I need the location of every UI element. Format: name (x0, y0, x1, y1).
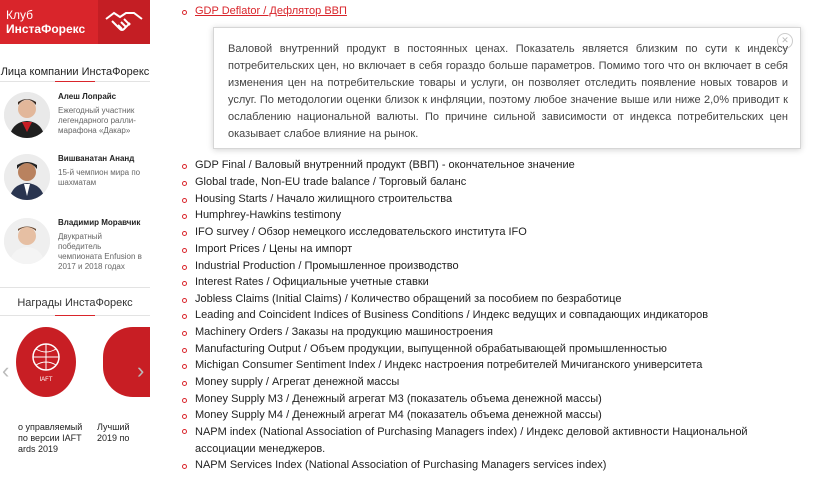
bullet-icon (182, 331, 187, 336)
indicator-link[interactable]: GDP Final / Валовый внутренний продукт (ВВП) - окончательное значение (195, 159, 575, 171)
indicator-link[interactable]: Interest Rates / Официальные учетные ставки (195, 276, 429, 288)
indicator-link[interactable]: Money Supply M4 / Денежный агрегат M4 (показатель объема денежной массы) (195, 409, 602, 421)
avatar (4, 218, 50, 264)
bullet-icon (182, 198, 187, 203)
indicator-link[interactable]: Humphrey-Hawkins testimony (195, 209, 342, 221)
carousel-next-icon[interactable]: › (137, 358, 145, 383)
bullet-icon (182, 265, 187, 270)
bullet-icon (182, 248, 187, 253)
divider-accent (55, 315, 95, 316)
indicator-link[interactable]: Leading and Coincident Indices of Business Conditions / Индекс ведущих и совпадающих индикаторов (195, 309, 709, 321)
award-badge[interactable] (16, 327, 76, 397)
handshake-icon (98, 0, 150, 44)
bullet-icon (182, 398, 187, 403)
avatar (4, 92, 50, 138)
award-caption: о управляемый по версии IAFT ards 2019 (18, 422, 83, 454)
person-name[interactable]: Алеш Лопрайс (58, 92, 117, 101)
indicator-link[interactable]: Import Prices / Цены на импорт (195, 243, 353, 255)
bullet-icon (182, 214, 187, 219)
bullet-icon (182, 231, 187, 236)
indicator-link[interactable]: Michigan Consumer Sentiment Index / Индекс настроения потребителей Мичиганского университета (195, 359, 703, 371)
indicator-link[interactable]: Industrial Production / Промышленное производство (195, 260, 459, 272)
person-name[interactable]: Вишванатан Ананд (58, 154, 135, 163)
person-description: Ежегодный участник легендарного ралли-марафона «Дакар» (58, 106, 136, 135)
bullet-icon (182, 314, 187, 319)
award-badge-label: IAFT (39, 377, 53, 383)
tooltip-text: Валовой внутренний продукт в постоянных ценах. Показатель является близким по сути к индексу потребительских цен, но включает в себя гораздо больше параметров. Помимо того что он включает в себя изменения цен на потребительские товары и услуги, он позволяет отследить появление новых товаров и услуг. По методологии оценки близок к инфляции, поэтому любое значение выше или ниже 2,0% приводит к ослаблению национальной валюты. По причине сильной зависимости от индекса потребительских цен оказывает слабое влияние на рынок. (228, 43, 788, 140)
person-description: Двукратный победитель чемпионата Enfusion в 2017 и 2018 годах (58, 232, 142, 271)
person-card[interactable] (0, 218, 150, 278)
divider (0, 287, 150, 288)
indicator-link[interactable]: Money Supply M3 / Денежный агрегат M3 (показатель объема денежной массы) (195, 393, 602, 405)
awards-title: Награды ИнстаФорекс (17, 297, 133, 309)
bullet-icon (182, 281, 187, 286)
person-card[interactable] (0, 154, 150, 214)
bullet-icon (182, 298, 187, 303)
carousel-prev-icon[interactable]: ‹ (2, 358, 10, 383)
bullet-icon (182, 364, 187, 369)
indicator-link[interactable]: IFO survey / Обзор немецкого исследовательского института IFO (195, 226, 527, 238)
bullet-icon (182, 414, 187, 419)
indicator-link[interactable]: Machinery Orders / Заказы на продукцию машиностроения (195, 326, 493, 338)
indicator-link[interactable]: NAPM index (National Association of Purchasing Managers index) / Индекс деловой активности Национальной ассоциации менеджеров. (195, 426, 748, 455)
indicator-link[interactable]: Housing Starts / Начало жилищного строительства (195, 193, 453, 205)
award-caption: Лучший 2019 по (97, 422, 130, 443)
person-card[interactable] (0, 92, 150, 152)
bullet-icon (182, 429, 187, 434)
bullet-icon (182, 348, 187, 353)
indicator-link[interactable]: Jobless Claims (Initial Claims) / Количество обращений за пособием по безработице (195, 293, 622, 305)
bullet-icon (182, 164, 187, 169)
bullet-icon (182, 464, 187, 469)
person-description: 15-й чемпион мира по шахматам (58, 168, 141, 187)
indicator-link[interactable]: Money supply / Агрегат денежной массы (195, 376, 400, 388)
club-banner[interactable] (0, 0, 150, 44)
indicator-link[interactable]: Global trade, Non-EU trade balance / Торговый баланс (195, 176, 467, 188)
indicator-link[interactable]: GDP Deflator / Дефлятор ВВП (195, 5, 347, 17)
indicator-link[interactable]: NAPM Services Index (National Association of Purchasing Managers services index) (195, 459, 607, 471)
club-title: Клуб ИнстаФорекс (6, 8, 86, 36)
bullet-icon (182, 381, 187, 386)
indicator-link[interactable]: Manufacturing Output / Объем продукции, выпущенной обрабатывающей промышленностью (195, 343, 667, 355)
faces-title: Лица компании ИнстаФорекс (0, 66, 150, 78)
sidebar (0, 0, 150, 477)
bullet-icon (182, 10, 187, 15)
indicator-tooltip (213, 27, 801, 149)
bullet-icon (182, 181, 187, 186)
divider-accent (55, 81, 95, 82)
list-item[interactable] (182, 424, 802, 458)
avatar (4, 154, 50, 200)
person-name[interactable]: Владимир Моравчик (58, 218, 141, 227)
close-icon[interactable]: ✕ (777, 33, 793, 49)
